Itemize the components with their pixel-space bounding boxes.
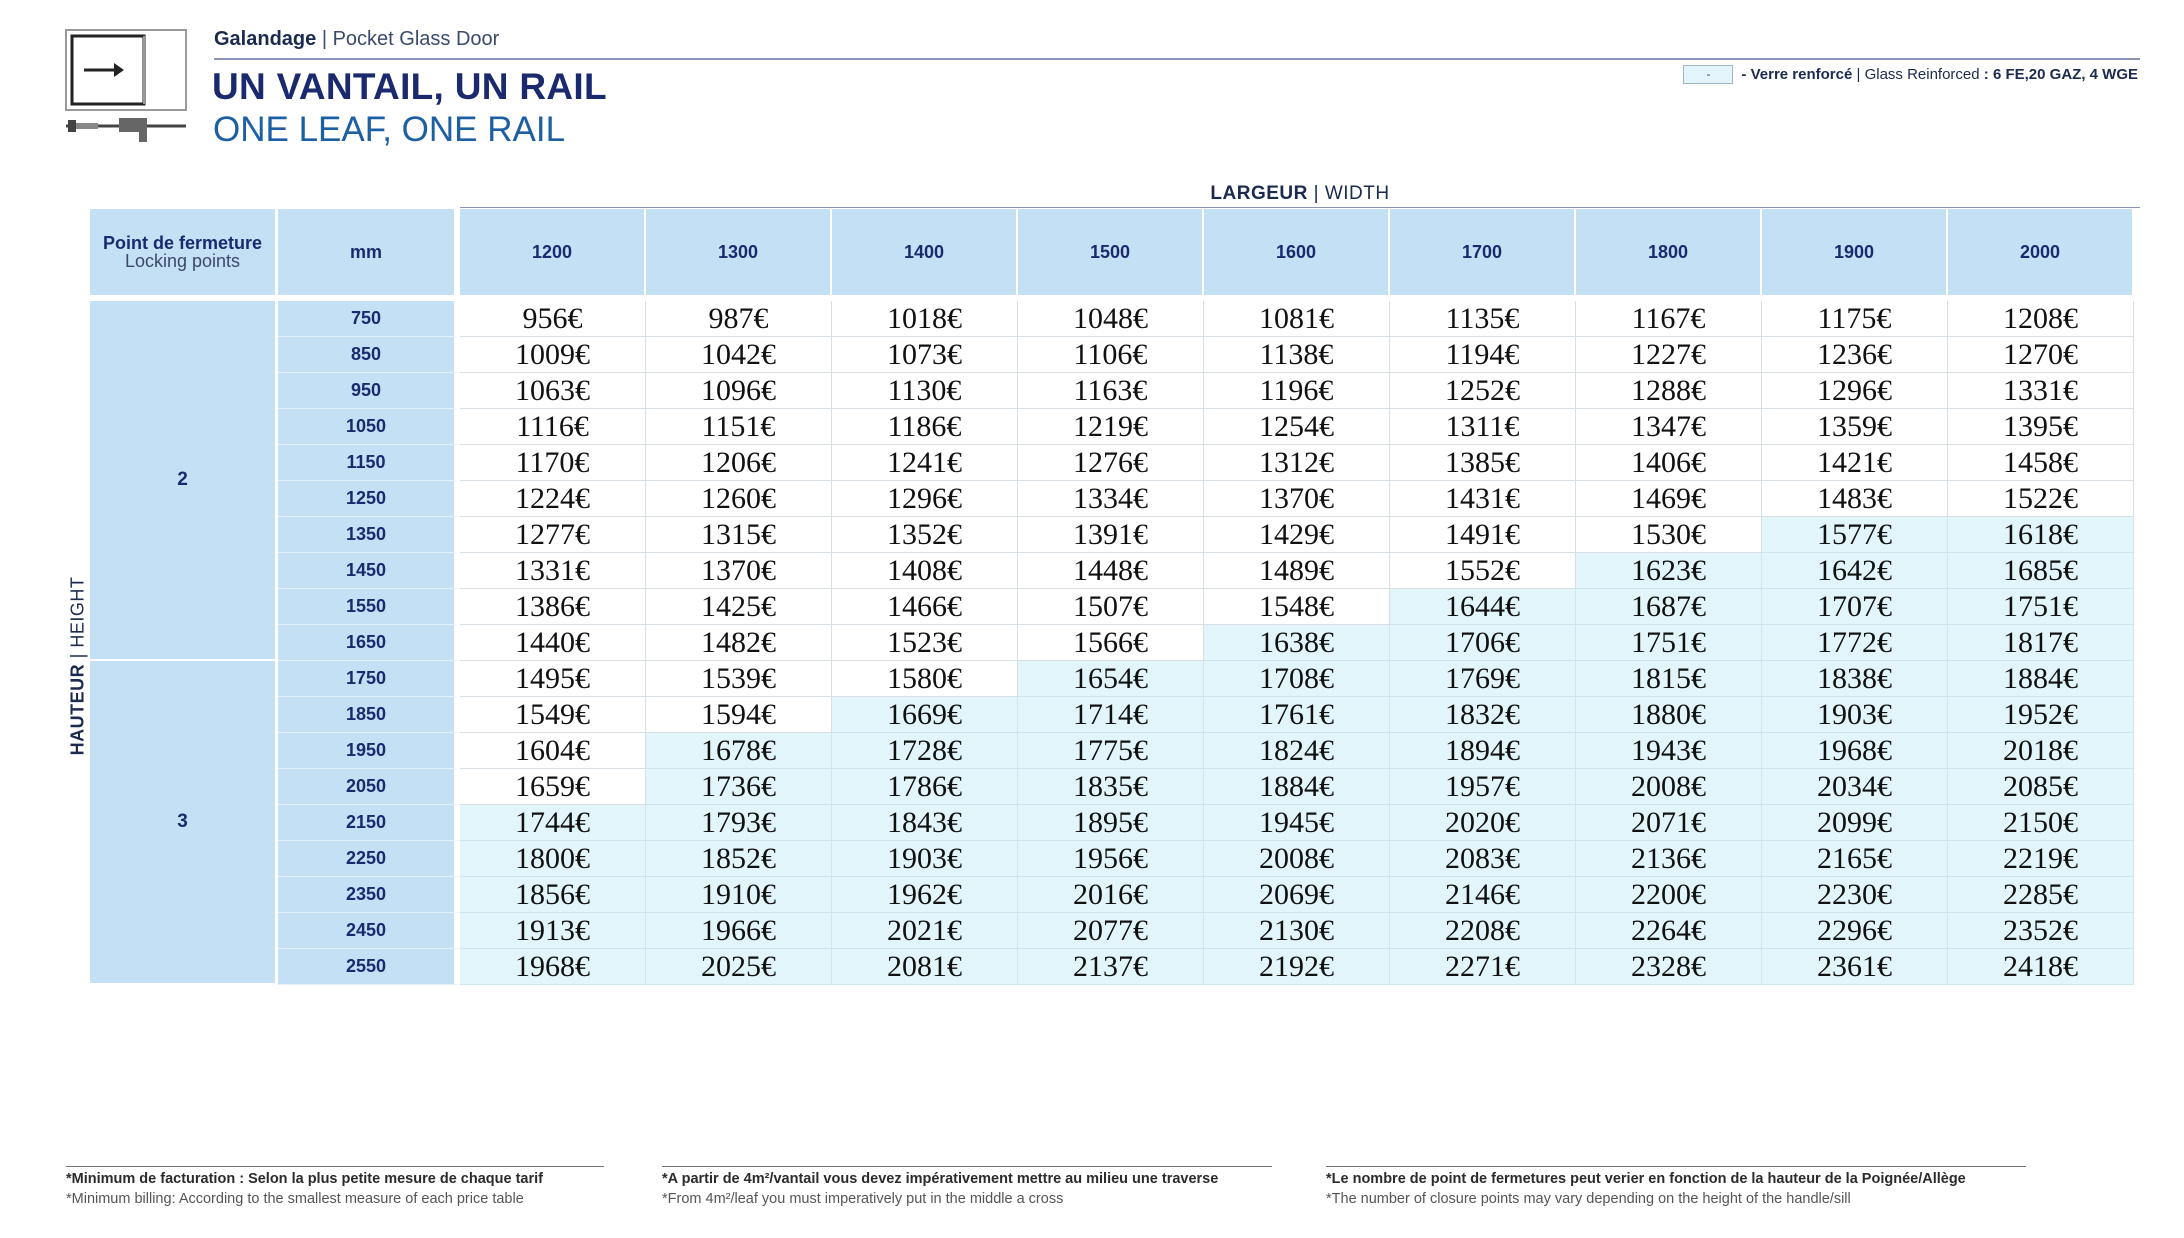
height-label: 1550	[278, 589, 460, 625]
price-cell-reinforced: 1832€	[1390, 697, 1576, 733]
table-row	[90, 625, 2134, 661]
price-cell-reinforced: 1618€	[1948, 517, 2134, 553]
price-cell: 956€	[460, 301, 646, 337]
price-cell-reinforced: 2021€	[832, 913, 1018, 949]
price-cell: 1408€	[832, 553, 1018, 589]
height-label: 1050	[278, 409, 460, 445]
price-cell: 1296€	[1762, 373, 1948, 409]
price-cell-reinforced: 1685€	[1948, 553, 2134, 589]
legend	[1683, 65, 2138, 84]
price-cell: 1495€	[460, 661, 646, 697]
price-cell: 1009€	[460, 337, 646, 373]
price-cell-reinforced: 2208€	[1390, 913, 1576, 949]
width-axis-fr: LARGEUR	[1210, 183, 1308, 204]
price-cell-reinforced: 1852€	[646, 841, 832, 877]
price-cell: 1331€	[460, 553, 646, 589]
mm-header: mm	[278, 209, 460, 301]
table-row	[90, 481, 2134, 517]
price-cell-reinforced: 1968€	[1762, 733, 1948, 769]
price-cell-reinforced: 2361€	[1762, 949, 1948, 985]
price-cell: 1224€	[460, 481, 646, 517]
price-cell-reinforced: 1728€	[832, 733, 1018, 769]
price-cell: 1277€	[460, 517, 646, 553]
price-cell-reinforced: 1884€	[1948, 661, 2134, 697]
height-label: 1350	[278, 517, 460, 553]
page-title-en: ONE LEAF, ONE RAIL	[213, 110, 566, 149]
price-cell-reinforced: 2008€	[1576, 769, 1762, 805]
table-row	[90, 697, 2134, 733]
height-label: 1750	[278, 661, 460, 697]
price-cell-reinforced: 1772€	[1762, 625, 1948, 661]
header-divider	[214, 58, 2140, 60]
price-cell-reinforced: 2271€	[1390, 949, 1576, 985]
price-cell: 1130€	[832, 373, 1018, 409]
legend-swatch: -	[1683, 65, 1733, 84]
price-cell-reinforced: 1903€	[832, 841, 1018, 877]
height-label: 950	[278, 373, 460, 409]
price-cell-reinforced: 1577€	[1762, 517, 1948, 553]
price-cell: 1507€	[1018, 589, 1204, 625]
price-cell: 1073€	[832, 337, 1018, 373]
price-cell-reinforced: 1815€	[1576, 661, 1762, 697]
price-cell: 1549€	[460, 697, 646, 733]
table-header-row	[90, 209, 2134, 301]
width-header-1200: 1200	[460, 209, 646, 301]
price-cell-reinforced: 2099€	[1762, 805, 1948, 841]
price-cell: 1530€	[1576, 517, 1762, 553]
price-cell-reinforced: 1706€	[1390, 625, 1576, 661]
price-cell: 1391€	[1018, 517, 1204, 553]
price-cell-reinforced: 1707€	[1762, 589, 1948, 625]
price-cell: 1048€	[1018, 301, 1204, 337]
price-cell-reinforced: 2018€	[1948, 733, 2134, 769]
price-cell-reinforced: 2025€	[646, 949, 832, 985]
price-cell: 1208€	[1948, 301, 2134, 337]
legend-text-fr: - Verre renforcé	[1741, 66, 1853, 83]
height-axis-separator: |	[67, 653, 88, 659]
footnote-2-fr: *A partir de 4m²/vantail vous devez impérativement mettre au milieu une traverse	[662, 1171, 1219, 1187]
price-cell: 1312€	[1204, 445, 1390, 481]
price-cell: 1659€	[460, 769, 646, 805]
price-cell-reinforced: 2130€	[1204, 913, 1390, 949]
price-cell-reinforced: 2230€	[1762, 877, 1948, 913]
width-header-1900: 1900	[1762, 209, 1948, 301]
price-cell: 1096€	[646, 373, 832, 409]
price-cell-reinforced: 1880€	[1576, 697, 1762, 733]
price-cell-reinforced: 2328€	[1576, 949, 1762, 985]
price-cell: 1425€	[646, 589, 832, 625]
price-cell-reinforced: 1751€	[1948, 589, 2134, 625]
height-label: 2450	[278, 913, 460, 949]
price-cell-reinforced: 2192€	[1204, 949, 1390, 985]
width-axis-en: WIDTH	[1324, 183, 1390, 204]
price-cell-reinforced: 1678€	[646, 733, 832, 769]
width-header-1800: 1800	[1576, 209, 1762, 301]
price-table	[90, 209, 2134, 985]
price-cell-reinforced: 2146€	[1390, 877, 1576, 913]
price-cell-reinforced: 2200€	[1576, 877, 1762, 913]
price-cell: 1431€	[1390, 481, 1576, 517]
price-cell: 1170€	[460, 445, 646, 481]
height-label: 750	[278, 301, 460, 337]
price-cell-reinforced: 1903€	[1762, 697, 1948, 733]
price-cell: 1194€	[1390, 337, 1576, 373]
price-cell: 1331€	[1948, 373, 2134, 409]
price-cell-reinforced: 1800€	[460, 841, 646, 877]
price-cell-reinforced: 1642€	[1762, 553, 1948, 589]
table-row	[90, 805, 2134, 841]
page-title-fr: UN VANTAIL, UN RAIL	[212, 66, 607, 107]
price-cell-reinforced: 1945€	[1204, 805, 1390, 841]
footnote-3	[1326, 1166, 2026, 1209]
height-label: 1850	[278, 697, 460, 733]
price-cell-reinforced: 1843€	[832, 805, 1018, 841]
price-cell-reinforced: 1744€	[460, 805, 646, 841]
brand-line	[214, 28, 499, 51]
height-label: 2050	[278, 769, 460, 805]
price-cell: 1566€	[1018, 625, 1204, 661]
price-cell: 1063€	[460, 373, 646, 409]
price-cell: 1469€	[1576, 481, 1762, 517]
price-cell: 1163€	[1018, 373, 1204, 409]
legend-text-en: Glass Reinforced	[1864, 66, 1980, 83]
price-cell-reinforced: 1884€	[1204, 769, 1390, 805]
price-cell: 1523€	[832, 625, 1018, 661]
locking-points-group: 2	[90, 301, 278, 661]
price-cell: 1106€	[1018, 337, 1204, 373]
price-cell-reinforced: 1894€	[1390, 733, 1576, 769]
price-cell-reinforced: 2150€	[1948, 805, 2134, 841]
price-cell: 1522€	[1948, 481, 2134, 517]
price-cell: 1081€	[1204, 301, 1390, 337]
price-cell-reinforced: 2165€	[1762, 841, 1948, 877]
price-cell-reinforced: 1654€	[1018, 661, 1204, 697]
price-cell: 1370€	[1204, 481, 1390, 517]
price-cell-reinforced: 2071€	[1576, 805, 1762, 841]
price-cell: 1604€	[460, 733, 646, 769]
price-cell: 1458€	[1948, 445, 2134, 481]
footnote-1-fr: *Minimum de facturation : Selon la plus petite mesure de chaque tarif	[66, 1171, 543, 1187]
price-cell: 1135€	[1390, 301, 1576, 337]
locking-points-header-en: Locking points	[124, 251, 241, 271]
width-axis-separator: |	[1313, 183, 1320, 204]
price-cell: 1219€	[1018, 409, 1204, 445]
width-header-1600: 1600	[1204, 209, 1390, 301]
price-cell-reinforced: 1856€	[460, 877, 646, 913]
width-header-2000: 2000	[1948, 209, 2134, 301]
price-cell: 1227€	[1576, 337, 1762, 373]
width-axis-label	[460, 183, 2140, 205]
price-cell: 1260€	[646, 481, 832, 517]
price-cell: 1276€	[1018, 445, 1204, 481]
footnote-2	[662, 1166, 1272, 1209]
height-label: 2250	[278, 841, 460, 877]
price-cell-reinforced: 1824€	[1204, 733, 1390, 769]
price-cell: 1236€	[1762, 337, 1948, 373]
table-row	[90, 661, 2134, 697]
price-cell: 1489€	[1204, 553, 1390, 589]
price-cell: 1175€	[1762, 301, 1948, 337]
pocket-door-logo-icon	[64, 28, 188, 148]
price-cell-reinforced: 1775€	[1018, 733, 1204, 769]
footnote-1	[66, 1166, 604, 1209]
price-cell-reinforced: 2081€	[832, 949, 1018, 985]
price-cell: 1539€	[646, 661, 832, 697]
price-cell-reinforced: 2136€	[1576, 841, 1762, 877]
table-row	[90, 301, 2134, 337]
price-cell: 1315€	[646, 517, 832, 553]
width-header-1400: 1400	[832, 209, 1018, 301]
footnote-1-en: *Minimum billing: According to the smallest measure of each price table	[66, 1191, 524, 1207]
footnote-3-en: *The number of closure points may vary depending on the height of the handle/sill	[1326, 1191, 1851, 1207]
price-cell-reinforced: 1644€	[1390, 589, 1576, 625]
price-cell: 1311€	[1390, 409, 1576, 445]
table-row	[90, 733, 2134, 769]
height-label: 2550	[278, 949, 460, 985]
table-row	[90, 589, 2134, 625]
price-cell-reinforced: 1835€	[1018, 769, 1204, 805]
width-header-1700: 1700	[1390, 209, 1576, 301]
table-row	[90, 841, 2134, 877]
footnote-3-fr: *Le nombre de point de fermetures peut verier en fonction de la hauteur de la Poignée/Allège	[1326, 1171, 1966, 1187]
price-cell: 1594€	[646, 697, 832, 733]
price-cell-reinforced: 2016€	[1018, 877, 1204, 913]
width-header-1500: 1500	[1018, 209, 1204, 301]
price-cell-reinforced: 1669€	[832, 697, 1018, 733]
price-cell: 1186€	[832, 409, 1018, 445]
price-cell: 1552€	[1390, 553, 1576, 589]
price-cell-reinforced: 1910€	[646, 877, 832, 913]
price-cell: 1254€	[1204, 409, 1390, 445]
height-label: 1450	[278, 553, 460, 589]
price-cell: 1483€	[1762, 481, 1948, 517]
height-label: 850	[278, 337, 460, 373]
price-cell: 1252€	[1390, 373, 1576, 409]
price-cell-reinforced: 2069€	[1204, 877, 1390, 913]
height-label: 1950	[278, 733, 460, 769]
locking-points-group: 3	[90, 661, 278, 985]
price-cell-reinforced: 1952€	[1948, 697, 2134, 733]
price-cell-reinforced: 1714€	[1018, 697, 1204, 733]
price-cell: 1167€	[1576, 301, 1762, 337]
price-cell: 1548€	[1204, 589, 1390, 625]
price-cell-reinforced: 1786€	[832, 769, 1018, 805]
price-cell-reinforced: 2352€	[1948, 913, 2134, 949]
price-cell: 1296€	[832, 481, 1018, 517]
price-cell-reinforced: 2085€	[1948, 769, 2134, 805]
price-cell-reinforced: 1623€	[1576, 553, 1762, 589]
price-cell: 1288€	[1576, 373, 1762, 409]
height-label: 1650	[278, 625, 460, 661]
price-cell: 1116€	[460, 409, 646, 445]
table-row	[90, 949, 2134, 985]
brand-name: Galandage	[214, 28, 317, 50]
width-axis-line	[460, 207, 2140, 208]
price-cell-reinforced: 2296€	[1762, 913, 1948, 949]
price-cell: 1206€	[646, 445, 832, 481]
price-cell: 1196€	[1204, 373, 1390, 409]
price-cell: 1386€	[460, 589, 646, 625]
price-cell-reinforced: 1638€	[1204, 625, 1390, 661]
price-cell-reinforced: 1962€	[832, 877, 1018, 913]
legend-detail: : 6 FE,20 GAZ, 4 WGE	[1983, 66, 2138, 83]
price-cell-reinforced: 1793€	[646, 805, 832, 841]
locking-points-header-fr: Point de fermeture	[102, 233, 263, 253]
table-row	[90, 769, 2134, 805]
table-row	[90, 373, 2134, 409]
price-cell-reinforced: 1736€	[646, 769, 832, 805]
table-row	[90, 337, 2134, 373]
price-cell: 1241€	[832, 445, 1018, 481]
height-label: 1150	[278, 445, 460, 481]
price-cell-reinforced: 2077€	[1018, 913, 1204, 949]
table-row	[90, 409, 2134, 445]
price-cell-reinforced: 2008€	[1204, 841, 1390, 877]
price-cell: 1448€	[1018, 553, 1204, 589]
height-label: 1250	[278, 481, 460, 517]
price-cell: 1359€	[1762, 409, 1948, 445]
price-cell-reinforced: 2285€	[1948, 877, 2134, 913]
price-cell-reinforced: 1817€	[1948, 625, 2134, 661]
locking-points-header	[90, 209, 278, 301]
price-cell-reinforced: 1708€	[1204, 661, 1390, 697]
price-cell: 1347€	[1576, 409, 1762, 445]
table-row	[90, 445, 2134, 481]
price-cell: 1429€	[1204, 517, 1390, 553]
height-label: 2150	[278, 805, 460, 841]
price-cell: 1491€	[1390, 517, 1576, 553]
legend-separator: |	[1856, 66, 1861, 83]
price-cell: 1406€	[1576, 445, 1762, 481]
height-label: 2350	[278, 877, 460, 913]
table-row	[90, 553, 2134, 589]
table-row	[90, 913, 2134, 949]
price-table-body	[90, 301, 2134, 985]
price-cell-reinforced: 1761€	[1204, 697, 1390, 733]
price-cell-reinforced: 1966€	[646, 913, 832, 949]
brand-separator: |	[321, 28, 328, 50]
price-cell-reinforced: 2219€	[1948, 841, 2134, 877]
price-cell: 987€	[646, 301, 832, 337]
price-cell: 1440€	[460, 625, 646, 661]
height-axis-label	[68, 577, 89, 756]
price-cell: 1018€	[832, 301, 1018, 337]
height-axis-en: HEIGHT	[67, 576, 88, 648]
brand-subtitle: Pocket Glass Door	[332, 28, 500, 50]
price-cell: 1370€	[646, 553, 832, 589]
price-cell-reinforced: 2264€	[1576, 913, 1762, 949]
price-cell-reinforced: 2034€	[1762, 769, 1948, 805]
price-cell: 1421€	[1762, 445, 1948, 481]
price-cell: 1352€	[832, 517, 1018, 553]
price-cell-reinforced: 1956€	[1018, 841, 1204, 877]
price-cell: 1395€	[1948, 409, 2134, 445]
height-axis-fr: HAUTEUR	[67, 663, 88, 756]
price-cell-reinforced: 2083€	[1390, 841, 1576, 877]
price-cell-reinforced: 1895€	[1018, 805, 1204, 841]
price-cell: 1385€	[1390, 445, 1576, 481]
price-cell: 1334€	[1018, 481, 1204, 517]
price-cell: 1138€	[1204, 337, 1390, 373]
price-cell-reinforced: 1751€	[1576, 625, 1762, 661]
price-cell-reinforced: 2137€	[1018, 949, 1204, 985]
price-cell-reinforced: 1913€	[460, 913, 646, 949]
price-cell: 1151€	[646, 409, 832, 445]
table-row	[90, 517, 2134, 553]
price-cell-reinforced: 1687€	[1576, 589, 1762, 625]
price-cell-reinforced: 1838€	[1762, 661, 1948, 697]
table-row	[90, 877, 2134, 913]
price-cell-reinforced: 1769€	[1390, 661, 1576, 697]
price-cell-reinforced: 1968€	[460, 949, 646, 985]
price-cell-reinforced: 1957€	[1390, 769, 1576, 805]
price-cell: 1270€	[1948, 337, 2134, 373]
price-cell: 1466€	[832, 589, 1018, 625]
price-cell-reinforced: 2418€	[1948, 949, 2134, 985]
price-cell: 1482€	[646, 625, 832, 661]
price-cell: 1042€	[646, 337, 832, 373]
width-header-1300: 1300	[646, 209, 832, 301]
price-cell-reinforced: 2020€	[1390, 805, 1576, 841]
footnote-2-en: *From 4m²/leaf you must imperatively put in the middle a cross	[662, 1191, 1064, 1207]
price-cell: 1580€	[832, 661, 1018, 697]
price-cell-reinforced: 1943€	[1576, 733, 1762, 769]
